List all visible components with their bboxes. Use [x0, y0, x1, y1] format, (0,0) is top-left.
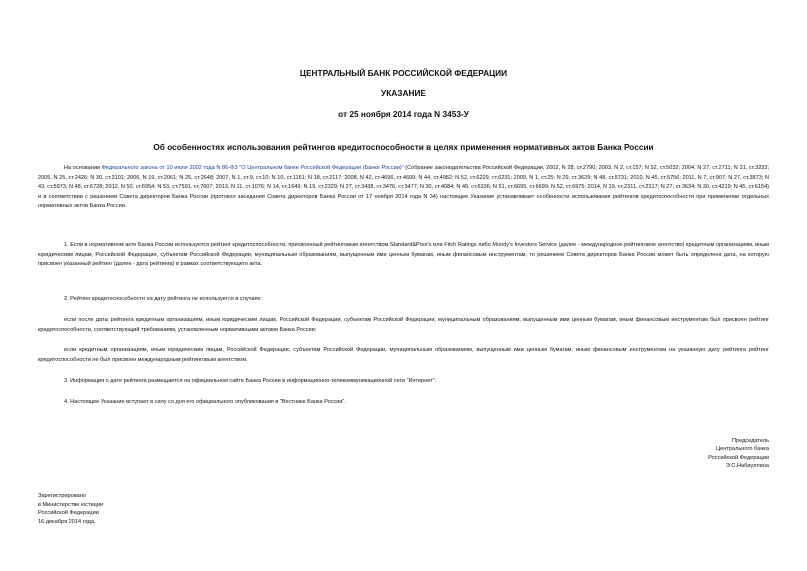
- registration-line-3: Российской Федерации: [38, 510, 99, 517]
- organization-heading: ЦЕНТРАЛЬНЫЙ БАНК РОССИЙСКОЙ ФЕДЕРАЦИИ: [299, 68, 508, 78]
- paragraph-3: 3. Информация о дате рейтинга размещается на официальном сайте Банка России в информационно-телекоммуникационной сети "Интернет".: [64, 378, 437, 384]
- document-date-heading: от 25 ноября 2014 года N 3453-У: [338, 109, 469, 119]
- document-title: Об особенностях использования рейтингов кредитоспособности в целях применения нормативных актов Банка России: [153, 142, 654, 152]
- federal-law-link[interactable]: Федерального закона от 10 июля 2002 года N 86-ФЗ "О Центральном банке Российской Федерации (Банке России)": [101, 165, 404, 171]
- paragraph-2a: если после даты рейтинга кредитным организациям, иным юридическим лицам, Российской Федерации, субъектам Российской Федерации, муниципальным образованиям, выпущенным ими ценным бумагам, иным финансовым инструментам был присвоен рейтинг кредитоспособности, соответствующий требованиям, установленным нормативными актами Банка России;: [38, 317, 769, 333]
- signature-block: [708, 437, 769, 471]
- registration-line-1: Зарегистрировано: [38, 493, 86, 499]
- signature-name: Э.С.Набиуллина: [725, 463, 769, 470]
- intro-paragraph: [38, 164, 769, 212]
- signature-organization: Центрального банка: [715, 446, 769, 453]
- signature-position: Председатель: [731, 438, 769, 444]
- paragraph-2b: если кредитным организациям, иным юридическим лицам, Российской Федерации, субъектам Российской Федерации, муниципальным образованиям, выпущенным ими ценным бумагам, иным финансовым инструментам на указанную дату рейтинга рейтинг кредитоспособности не был присвоен международным рейтинговым агентством.: [38, 347, 769, 363]
- paragraph-1: 1. Если в нормативном акте Банка России используется рейтинг кредитоспособности, присвоенный рейтинговым агентством Standard&Poor's или Fitch Ratings либо Moody's Investors Service (далее - международное рейтинговое агентство) кредитным организациям, иным юридическим лицам, Российской Федерации, субъектам Российской Федерации, муниципальным образованиям, выпущенным ими ценным бумагам, иным финансовым инструментам, то решением Совета директоров Банка России может быть определена дата, на которую присвоен указанный рейтинг (далее - дата рейтинга) в рамках соответствующего акта.: [38, 242, 769, 268]
- intro-prefix: На основании: [64, 165, 102, 171]
- registration-line-4: 16 декабря 2014 года,: [38, 518, 96, 525]
- registration-line-2: в Министерстве юстиции: [38, 501, 104, 508]
- document-type-heading: УКАЗАНИЕ: [381, 88, 426, 98]
- signature-country: Российской Федерации: [708, 454, 769, 461]
- paragraph-2: 2. Рейтинг кредитоспособности на дату рейтинга не используется в случаях:: [64, 296, 262, 302]
- paragraph-4: 4. Настоящее Указание вступает в силу со дня его официального опубликования в "Вестнике Банка России".: [64, 399, 346, 405]
- registration-block: [38, 492, 103, 526]
- intro-rest: (Собрание законодательства Российской Федерации, 2002, N 28, ст.2790; 2003, N 2, ст.157; N 52, ст.5032; 2004, N 27, ст.2711; N 31, ст.3233; 2005, N 25, ст.2426; N 30, ст.3101; 2006, N 19, ст.2061; N 25, ст.2648; 2007, N 1, ст.9, ст.10; N 10, ст.1151; N 18, ст.2117; 2008, N 42, ст.4696, ст.4699; N 44, ст.4982; N 52, ст.6229, ст.6231; 2009, N 1, ст.25; N 29, ст.3629; N 48, ст.5731; 2010, N 45, ст.5756; 2011, N 7, ст.907; N 27, ст.3873; N 43, ст.5973; N 48, ст.6728; 2012, N 50, ст.6954; N 53, ст.7591, ст.7607; 2013, N 11, ст.1076; N 14, ст.1649; N 19, ст.2329; N 27, ст.3438, ст.3476, ст.3477; N 30, ст.4084; N 49, ст.6336; N 51, ст.6695, ст.6699; N 52, ст.6975; 2014, N 19, ст.2311, ст.2317; N 27, ст.3634; N 30, ст.4219; N 45, ст.6154) и в соответствии с решением Совета директоров Банка России (протокол заседания Совета директоров Банка России от 17 ноября 2014 года N 34) настоящее Указание устанавливает особенности использования рейтингов кредитоспособности при применении отдельных нормативных актов Банка России.: [38, 165, 769, 210]
